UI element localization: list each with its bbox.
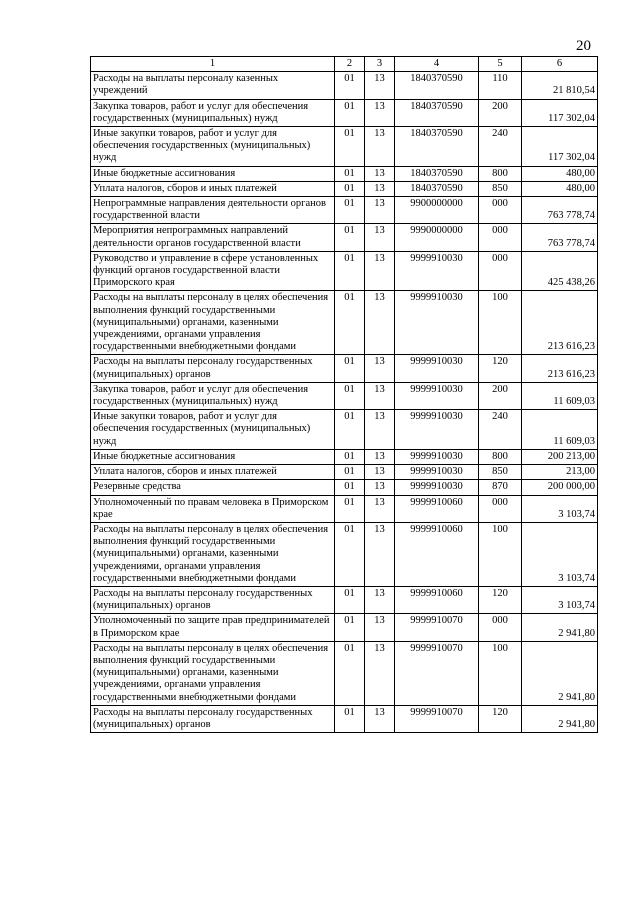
amount-cell: 3 103,74 xyxy=(522,495,598,522)
table-row xyxy=(91,181,598,196)
amount-cell: 425 438,26 xyxy=(522,251,598,291)
table-row xyxy=(91,99,598,126)
expense-type-cell: 120 xyxy=(479,355,522,382)
section-cell: 01 xyxy=(335,181,365,196)
page-number: 20 xyxy=(576,38,591,54)
expense-type-cell: 800 xyxy=(479,166,522,181)
target-article-cell: 1840370590 xyxy=(395,127,479,167)
amount-cell: 480,00 xyxy=(522,166,598,181)
row-name-cell: Резервные средства xyxy=(91,480,335,495)
amount-cell: 763 778,74 xyxy=(522,224,598,251)
subsection-cell: 13 xyxy=(365,641,395,705)
subsection-cell: 13 xyxy=(365,181,395,196)
section-cell: 01 xyxy=(335,224,365,251)
subsection-cell: 13 xyxy=(365,291,395,355)
row-name-cell: Уполномоченный по правам человека в Приморском крае xyxy=(91,495,335,522)
table-header-row xyxy=(91,57,598,72)
expense-type-cell: 000 xyxy=(479,251,522,291)
subsection-cell: 13 xyxy=(365,495,395,522)
section-cell: 01 xyxy=(335,127,365,167)
target-article-cell: 9990000000 xyxy=(395,224,479,251)
table-row xyxy=(91,355,598,382)
target-article-cell: 1840370590 xyxy=(395,72,479,99)
header-cell: 6 xyxy=(522,57,598,72)
table-row xyxy=(91,410,598,450)
subsection-cell: 13 xyxy=(365,382,395,409)
target-article-cell: 9999910030 xyxy=(395,382,479,409)
section-cell: 01 xyxy=(335,705,365,732)
subsection-cell: 13 xyxy=(365,99,395,126)
row-name-cell: Закупка товаров, работ и услуг для обеспечения государственных (муниципальных) нужд xyxy=(91,99,335,126)
table-row xyxy=(91,382,598,409)
row-name-cell: Расходы на выплаты персоналу казенных учреждений xyxy=(91,72,335,99)
expense-type-cell: 000 xyxy=(479,614,522,641)
amount-cell: 21 810,54 xyxy=(522,72,598,99)
section-cell: 01 xyxy=(335,480,365,495)
subsection-cell: 13 xyxy=(365,614,395,641)
target-article-cell: 1840370590 xyxy=(395,99,479,126)
table-row xyxy=(91,251,598,291)
target-article-cell: 9999910070 xyxy=(395,614,479,641)
section-cell: 01 xyxy=(335,465,365,480)
header-cell: 2 xyxy=(335,57,365,72)
subsection-cell: 13 xyxy=(365,224,395,251)
target-article-cell: 9999910030 xyxy=(395,410,479,450)
target-article-cell: 9999910030 xyxy=(395,251,479,291)
target-article-cell: 9999910030 xyxy=(395,355,479,382)
table-row xyxy=(91,197,598,224)
expense-type-cell: 100 xyxy=(479,641,522,705)
header-cell: 3 xyxy=(365,57,395,72)
row-name-cell: Иные бюджетные ассигнования xyxy=(91,166,335,181)
table-row xyxy=(91,495,598,522)
amount-cell: 213 616,23 xyxy=(522,291,598,355)
subsection-cell: 13 xyxy=(365,166,395,181)
subsection-cell: 13 xyxy=(365,72,395,99)
table-row xyxy=(91,480,598,495)
row-name-cell: Закупка товаров, работ и услуг для обеспечения государственных (муниципальных) нужд xyxy=(91,382,335,409)
row-name-cell: Иные закупки товаров, работ и услуг для обеспечения государственных (муниципальных) нужд xyxy=(91,127,335,167)
table-row xyxy=(91,465,598,480)
subsection-cell: 13 xyxy=(365,480,395,495)
section-cell: 01 xyxy=(335,251,365,291)
section-cell: 01 xyxy=(335,197,365,224)
section-cell: 01 xyxy=(335,586,365,613)
target-article-cell: 9999910030 xyxy=(395,449,479,464)
expense-type-cell: 800 xyxy=(479,449,522,464)
expense-type-cell: 850 xyxy=(479,181,522,196)
section-cell: 01 xyxy=(335,410,365,450)
target-article-cell: 9999910060 xyxy=(395,522,479,586)
subsection-cell: 13 xyxy=(365,465,395,480)
section-cell: 01 xyxy=(335,641,365,705)
expense-type-cell: 120 xyxy=(479,705,522,732)
section-cell: 01 xyxy=(335,99,365,126)
amount-cell: 117 302,04 xyxy=(522,99,598,126)
section-cell: 01 xyxy=(335,495,365,522)
section-cell: 01 xyxy=(335,382,365,409)
target-article-cell: 9999910060 xyxy=(395,495,479,522)
subsection-cell: 13 xyxy=(365,355,395,382)
expense-type-cell: 200 xyxy=(479,382,522,409)
subsection-cell: 13 xyxy=(365,127,395,167)
target-article-cell: 9999910030 xyxy=(395,465,479,480)
amount-cell: 2 941,80 xyxy=(522,641,598,705)
header-cell: 1 xyxy=(91,57,335,72)
table-row xyxy=(91,522,598,586)
header-cell: 5 xyxy=(479,57,522,72)
row-name-cell: Уплата налогов, сборов и иных платежей xyxy=(91,465,335,480)
section-cell: 01 xyxy=(335,522,365,586)
subsection-cell: 13 xyxy=(365,705,395,732)
expense-type-cell: 000 xyxy=(479,495,522,522)
subsection-cell: 13 xyxy=(365,197,395,224)
subsection-cell: 13 xyxy=(365,586,395,613)
table-row xyxy=(91,586,598,613)
row-name-cell: Иные закупки товаров, работ и услуг для обеспечения государственных (муниципальных) нужд xyxy=(91,410,335,450)
amount-cell: 3 103,74 xyxy=(522,586,598,613)
budget-table xyxy=(90,56,598,733)
target-article-cell: 1840370590 xyxy=(395,181,479,196)
row-name-cell: Расходы на выплаты персоналу государственных (муниципальных) органов xyxy=(91,355,335,382)
table-row xyxy=(91,449,598,464)
expense-type-cell: 100 xyxy=(479,291,522,355)
table-row xyxy=(91,224,598,251)
target-article-cell: 9999910030 xyxy=(395,480,479,495)
row-name-cell: Мероприятия непрограммных направлений деятельности органов государственной власти xyxy=(91,224,335,251)
subsection-cell: 13 xyxy=(365,410,395,450)
table-row xyxy=(91,641,598,705)
amount-cell: 3 103,74 xyxy=(522,522,598,586)
section-cell: 01 xyxy=(335,614,365,641)
expense-type-cell: 100 xyxy=(479,522,522,586)
expense-type-cell: 240 xyxy=(479,127,522,167)
row-name-cell: Расходы на выплаты персоналу в целях обеспечения выполнения функций государственными (муниципальными) органами, казенными учреждениями, органами управления государственными внебюджетными фондами xyxy=(91,291,335,355)
row-name-cell: Непрограммные направления деятельности органов государственной власти xyxy=(91,197,335,224)
row-name-cell: Расходы на выплаты персоналу в целях обеспечения выполнения функций государственными (муниципальными) органами, казенными учреждениями, органами управления государственными внебюджетными фондами xyxy=(91,522,335,586)
amount-cell: 480,00 xyxy=(522,181,598,196)
row-name-cell: Расходы на выплаты персоналу государственных (муниципальных) органов xyxy=(91,705,335,732)
amount-cell: 200 213,00 xyxy=(522,449,598,464)
expense-type-cell: 110 xyxy=(479,72,522,99)
subsection-cell: 13 xyxy=(365,522,395,586)
section-cell: 01 xyxy=(335,166,365,181)
table-row xyxy=(91,127,598,167)
table-row xyxy=(91,614,598,641)
target-article-cell: 9999910060 xyxy=(395,586,479,613)
amount-cell: 11 609,03 xyxy=(522,410,598,450)
section-cell: 01 xyxy=(335,449,365,464)
expense-type-cell: 000 xyxy=(479,197,522,224)
target-article-cell: 9999910070 xyxy=(395,705,479,732)
row-name-cell: Руководство и управление в сфере установленных функций органов государственной власти Приморского края xyxy=(91,251,335,291)
section-cell: 01 xyxy=(335,355,365,382)
row-name-cell: Иные бюджетные ассигнования xyxy=(91,449,335,464)
row-name-cell: Уплата налогов, сборов и иных платежей xyxy=(91,181,335,196)
section-cell: 01 xyxy=(335,72,365,99)
subsection-cell: 13 xyxy=(365,449,395,464)
table-row xyxy=(91,166,598,181)
subsection-cell: 13 xyxy=(365,251,395,291)
expense-type-cell: 200 xyxy=(479,99,522,126)
expense-type-cell: 240 xyxy=(479,410,522,450)
table-row xyxy=(91,291,598,355)
amount-cell: 213,00 xyxy=(522,465,598,480)
amount-cell: 2 941,80 xyxy=(522,614,598,641)
expense-type-cell: 870 xyxy=(479,480,522,495)
amount-cell: 117 302,04 xyxy=(522,127,598,167)
table-row xyxy=(91,72,598,99)
header-cell: 4 xyxy=(395,57,479,72)
section-cell: 01 xyxy=(335,291,365,355)
row-name-cell: Расходы на выплаты персоналу государственных (муниципальных) органов xyxy=(91,586,335,613)
row-name-cell: Расходы на выплаты персоналу в целях обеспечения выполнения функций государственными (муниципальными) органами, казенными учреждениями, органами управления государственными внебюджетными фондами xyxy=(91,641,335,705)
row-name-cell: Уполномоченный по защите прав предпринимателей в Приморском крае xyxy=(91,614,335,641)
amount-cell: 11 609,03 xyxy=(522,382,598,409)
amount-cell: 763 778,74 xyxy=(522,197,598,224)
amount-cell: 2 941,80 xyxy=(522,705,598,732)
expense-type-cell: 120 xyxy=(479,586,522,613)
target-article-cell: 9999910030 xyxy=(395,291,479,355)
target-article-cell: 1840370590 xyxy=(395,166,479,181)
amount-cell: 200 000,00 xyxy=(522,480,598,495)
table-row xyxy=(91,705,598,732)
expense-type-cell: 850 xyxy=(479,465,522,480)
target-article-cell: 9900000000 xyxy=(395,197,479,224)
amount-cell: 213 616,23 xyxy=(522,355,598,382)
target-article-cell: 9999910070 xyxy=(395,641,479,705)
expense-type-cell: 000 xyxy=(479,224,522,251)
